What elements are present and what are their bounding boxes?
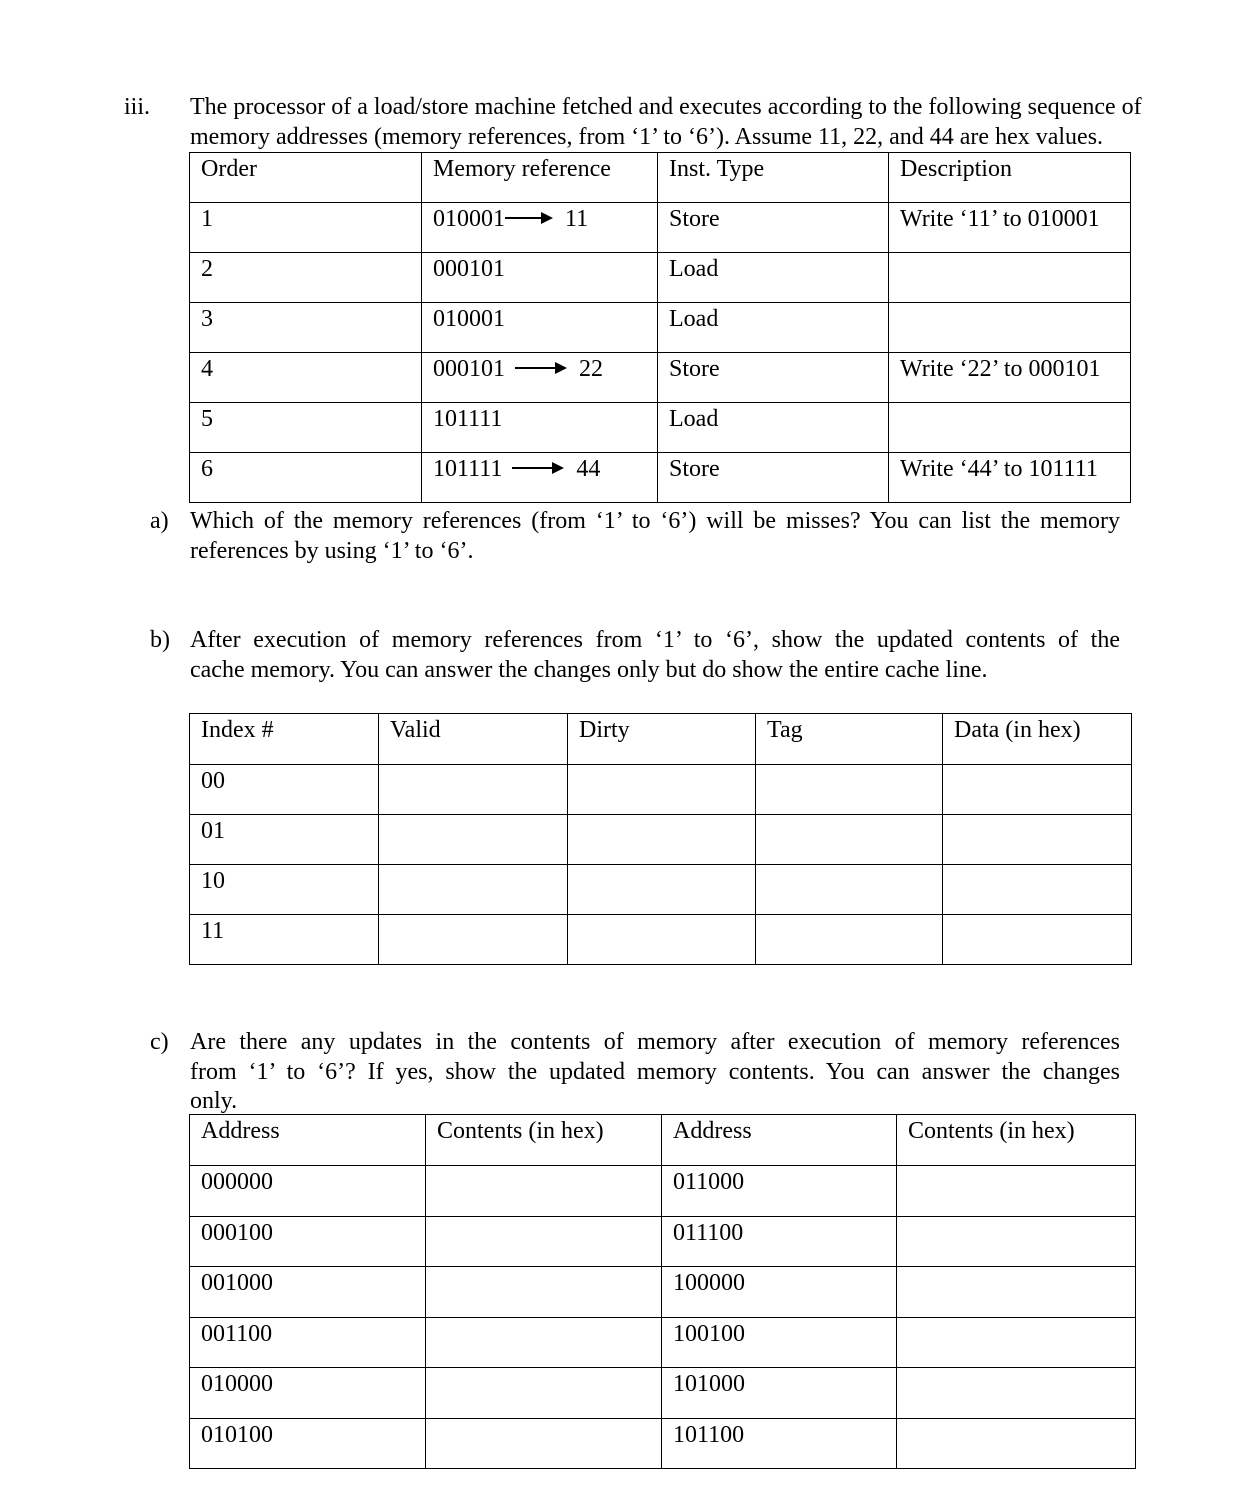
- address-value: 000101: [433, 356, 505, 382]
- memory-reference-cell: [422, 203, 658, 253]
- dirty-cell[interactable]: [568, 865, 756, 915]
- part-b-line-2: cache memory. You can answer the changes only but do show the entire cache line.: [190, 657, 988, 683]
- inst-type-cell: Load: [658, 303, 889, 353]
- address-cell-right: 101100: [662, 1418, 897, 1469]
- data-cell[interactable]: [943, 815, 1132, 865]
- data-cell[interactable]: [943, 765, 1132, 815]
- address-value: 101111: [433, 456, 503, 482]
- address-cell-left: 001100: [190, 1317, 426, 1368]
- description-cell: [889, 253, 1131, 303]
- dirty-cell[interactable]: [568, 765, 756, 815]
- address-cell-left: 000100: [190, 1216, 426, 1267]
- table-row: [190, 1418, 1136, 1469]
- contents-cell-left[interactable]: [426, 1317, 662, 1368]
- part-a-line-1: Which of the memory references (from ‘1’ to ‘6’) will be misses? You can list the memory: [190, 508, 1120, 534]
- contents-cell-right[interactable]: [897, 1267, 1136, 1318]
- table-header-row: [190, 714, 1132, 765]
- header-memory-reference: Memory reference: [422, 153, 658, 203]
- tag-cell[interactable]: [756, 915, 943, 965]
- contents-cell-left[interactable]: [426, 1418, 662, 1469]
- table-header-row: [190, 1115, 1136, 1166]
- part-c-line-2: from ‘1’ to ‘6’? If yes, show the updated memory contents. You can answer the changes: [190, 1059, 1120, 1085]
- inst-type-cell: Load: [658, 253, 889, 303]
- contents-cell-right[interactable]: [897, 1368, 1136, 1419]
- question-number: iii.: [124, 94, 151, 120]
- index-cell: 00: [190, 765, 379, 815]
- description-cell: [889, 403, 1131, 453]
- valid-cell[interactable]: [379, 765, 568, 815]
- memory-reference-cell: [422, 253, 658, 303]
- cache-contents-table: [189, 713, 1132, 965]
- header-dirty: Dirty: [568, 714, 756, 765]
- stored-value: 11: [565, 206, 589, 232]
- intro-line-1: The processor of a load/store machine fetched and executes according to the following sequence of: [190, 94, 1142, 120]
- address-cell-right: 011000: [662, 1166, 897, 1217]
- table-row: [190, 1267, 1136, 1318]
- part-c-text: [190, 1027, 1120, 1115]
- address-cell-right: 101000: [662, 1368, 897, 1419]
- table-row: [190, 1166, 1136, 1217]
- address-cell-left: 010100: [190, 1418, 426, 1469]
- tag-cell[interactable]: [756, 815, 943, 865]
- tag-cell[interactable]: [756, 765, 943, 815]
- memory-contents-table: [189, 1114, 1136, 1469]
- address-cell-right: 011100: [662, 1216, 897, 1267]
- part-b-line-1: After execution of memory references from ‘1’ to ‘6’, show the updated contents of the: [190, 627, 1120, 653]
- description-cell: [889, 303, 1131, 353]
- right-arrow-icon: [512, 461, 564, 475]
- order-cell: 2: [190, 253, 422, 303]
- right-arrow-icon: [505, 211, 553, 225]
- table-row: [190, 1216, 1136, 1267]
- table-row: [190, 865, 1132, 915]
- right-arrow-icon: [515, 361, 567, 375]
- stored-value: 22: [579, 356, 603, 382]
- valid-cell[interactable]: [379, 815, 568, 865]
- address-cell-right: 100100: [662, 1317, 897, 1368]
- part-c-line-3: only.: [190, 1088, 238, 1114]
- inst-type-cell: Store: [658, 353, 889, 403]
- address-value: 010001: [433, 306, 505, 332]
- contents-cell-left[interactable]: [426, 1166, 662, 1217]
- header-tag: Tag: [756, 714, 943, 765]
- address-cell-left: 000000: [190, 1166, 426, 1217]
- table-row: [190, 353, 1131, 403]
- part-b-text: [190, 625, 1120, 685]
- intro-line-2: memory addresses (memory references, from ‘1’ to ‘6’). Assume 11, 22, and 44 are hex values.: [190, 124, 1104, 150]
- part-b-label: b): [150, 627, 170, 653]
- description-cell: Write ‘11’ to 010001: [889, 203, 1131, 253]
- table-row: [190, 915, 1132, 965]
- part-c-line-1: Are there any updates in the contents of memory after execution of memory references: [190, 1029, 1120, 1055]
- data-cell[interactable]: [943, 865, 1132, 915]
- description-cell: Write ‘22’ to 000101: [889, 353, 1131, 403]
- header-contents-right: Contents (in hex): [897, 1115, 1136, 1166]
- order-cell: 3: [190, 303, 422, 353]
- table-row: [190, 765, 1132, 815]
- contents-cell-right[interactable]: [897, 1418, 1136, 1469]
- data-cell[interactable]: [943, 915, 1132, 965]
- inst-type-cell: Store: [658, 203, 889, 253]
- part-a-label: a): [150, 508, 169, 534]
- table-row: [190, 815, 1132, 865]
- order-cell: 5: [190, 403, 422, 453]
- table-row: [190, 403, 1131, 453]
- header-address-left: Address: [190, 1115, 426, 1166]
- valid-cell[interactable]: [379, 865, 568, 915]
- part-a-line-2: references by using ‘1’ to ‘6’.: [190, 538, 474, 564]
- memory-reference-cell: [422, 403, 658, 453]
- part-a-text: [190, 506, 1120, 566]
- address-cell-left: 010000: [190, 1368, 426, 1419]
- contents-cell-left[interactable]: [426, 1368, 662, 1419]
- contents-cell-right[interactable]: [897, 1317, 1136, 1368]
- address-value: 010001: [433, 206, 505, 232]
- header-address-right: Address: [662, 1115, 897, 1166]
- question-intro: [190, 92, 1142, 152]
- index-cell: 01: [190, 815, 379, 865]
- dirty-cell[interactable]: [568, 815, 756, 865]
- order-cell: 1: [190, 203, 422, 253]
- memory-reference-cell: [422, 453, 658, 503]
- table-row: [190, 1368, 1136, 1419]
- order-cell: 4: [190, 353, 422, 403]
- table-header-row: [190, 153, 1131, 203]
- valid-cell[interactable]: [379, 915, 568, 965]
- stored-value: 44: [576, 456, 601, 482]
- header-contents-left: Contents (in hex): [426, 1115, 662, 1166]
- tag-cell[interactable]: [756, 865, 943, 915]
- table-row: [190, 303, 1131, 353]
- contents-cell-right[interactable]: [897, 1216, 1136, 1267]
- contents-cell-left[interactable]: [426, 1216, 662, 1267]
- header-description: Description: [889, 153, 1131, 203]
- table-row: [190, 203, 1131, 253]
- part-c-label: c): [150, 1029, 169, 1055]
- index-cell: 10: [190, 865, 379, 915]
- header-inst-type: Inst. Type: [658, 153, 889, 203]
- header-order: Order: [190, 153, 422, 203]
- memory-reference-sequence-table: [189, 152, 1131, 503]
- header-data: Data (in hex): [943, 714, 1132, 765]
- table-row: [190, 253, 1131, 303]
- contents-cell-left[interactable]: [426, 1267, 662, 1318]
- address-value: 000101: [433, 256, 505, 282]
- address-cell-right: 100000: [662, 1267, 897, 1318]
- dirty-cell[interactable]: [568, 915, 756, 965]
- table-row: [190, 1317, 1136, 1368]
- memory-reference-cell: [422, 303, 658, 353]
- inst-type-cell: Store: [658, 453, 889, 503]
- contents-cell-right[interactable]: [897, 1166, 1136, 1217]
- index-cell: 11: [190, 915, 379, 965]
- inst-type-cell: Load: [658, 403, 889, 453]
- address-cell-left: 001000: [190, 1267, 426, 1318]
- header-valid: Valid: [379, 714, 568, 765]
- order-cell: 6: [190, 453, 422, 503]
- table-row: [190, 453, 1131, 503]
- header-index: Index #: [190, 714, 379, 765]
- description-cell: Write ‘44’ to 101111: [889, 453, 1131, 503]
- address-value: 101111: [433, 406, 503, 432]
- memory-reference-cell: [422, 353, 658, 403]
